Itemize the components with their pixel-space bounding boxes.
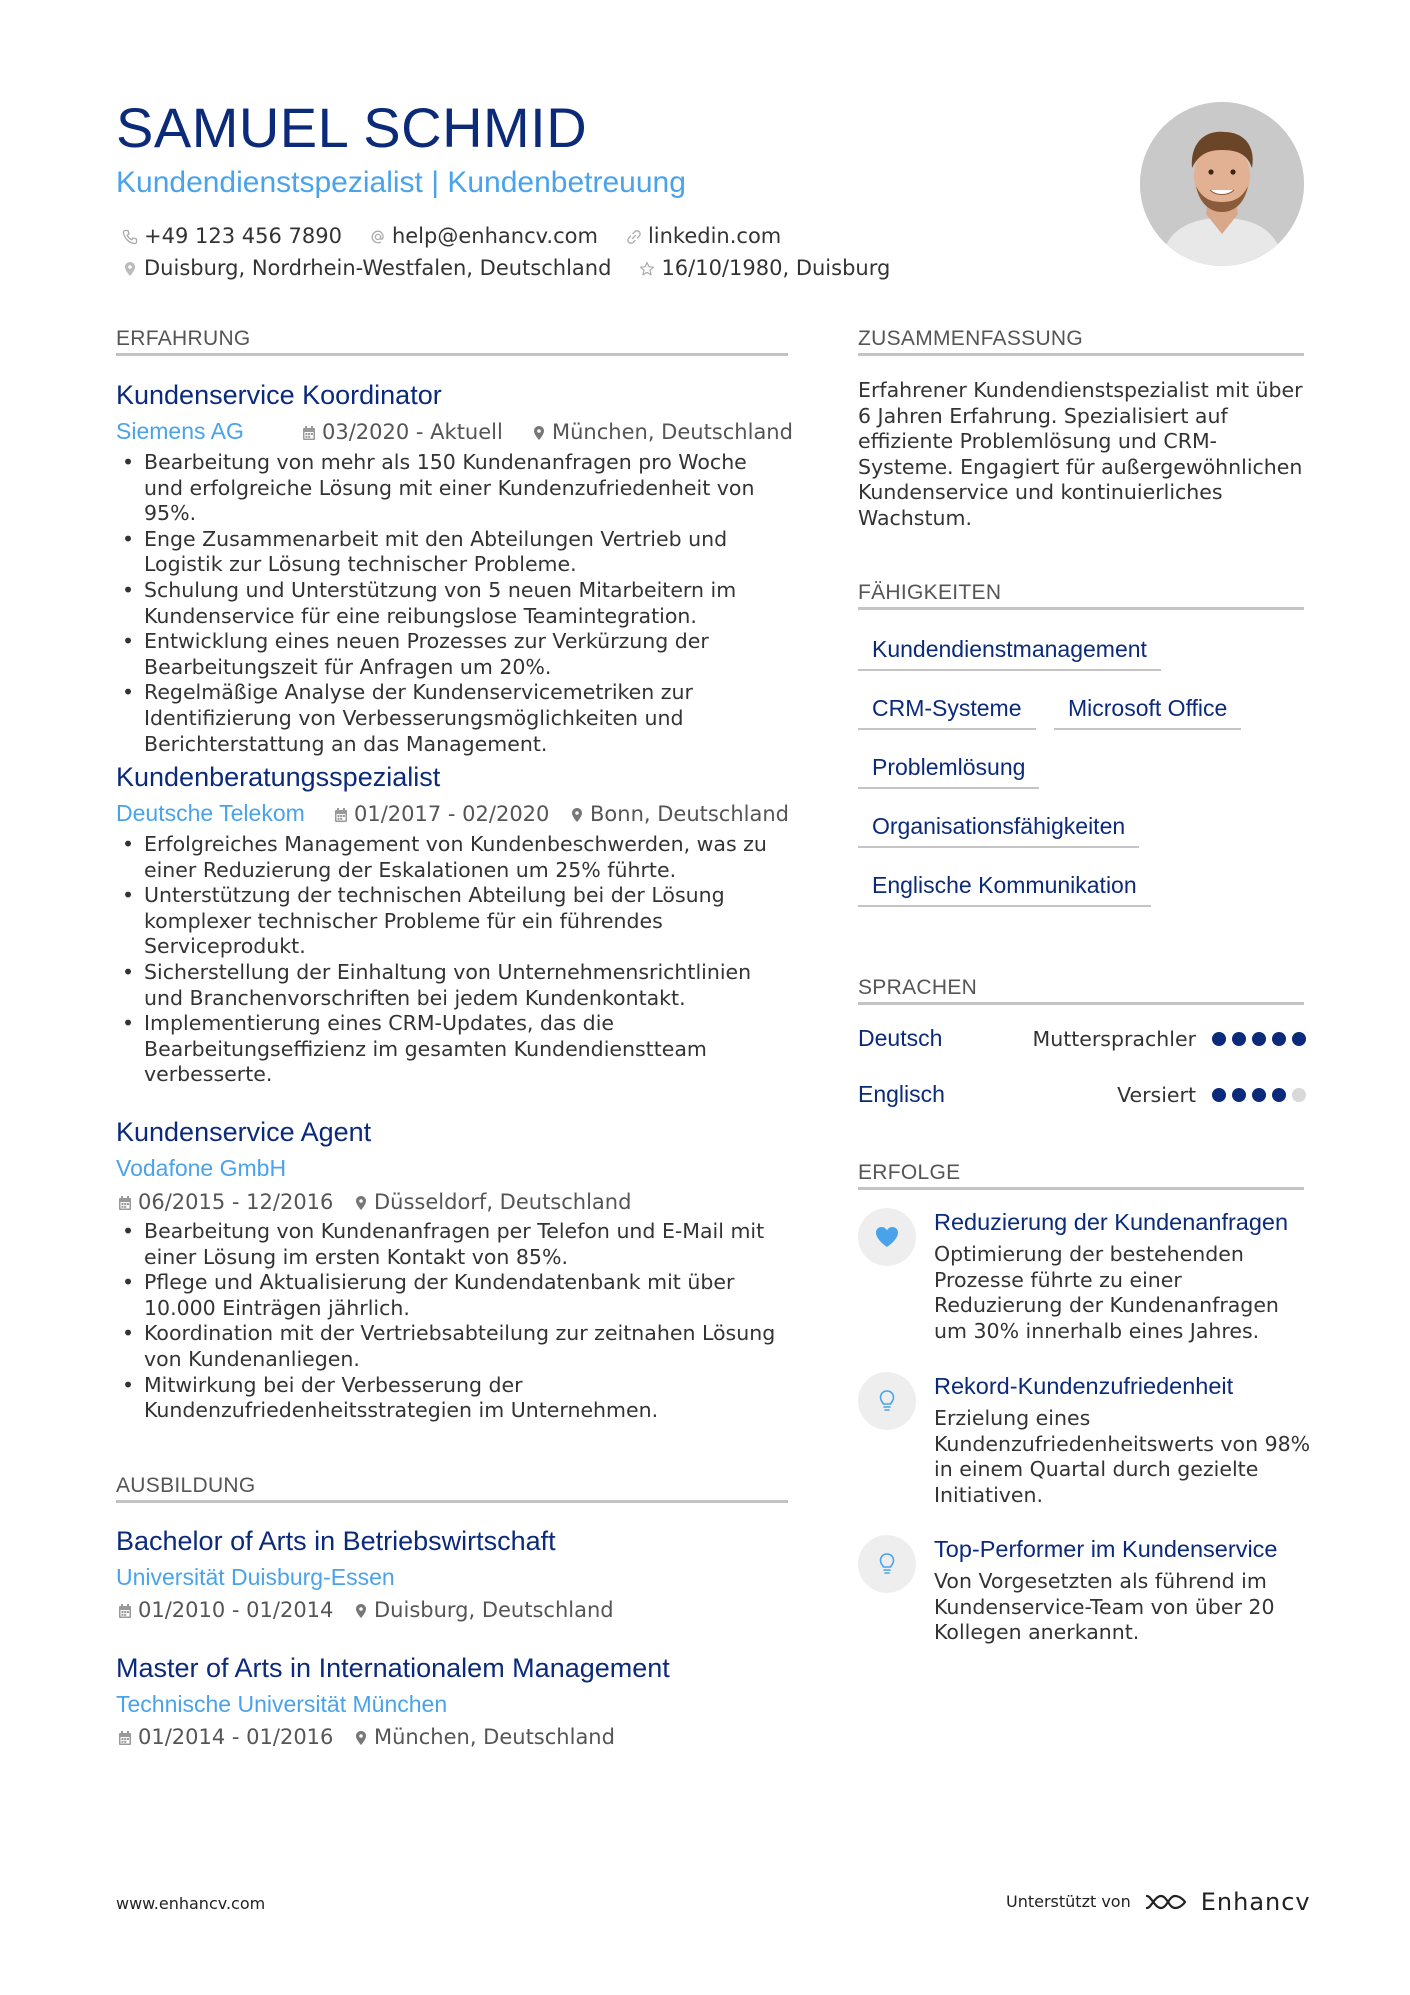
location-pin-icon: [354, 1195, 368, 1211]
skill-tag: Kundendienstmanagement: [858, 638, 1161, 671]
list-item: • Erfolgreiches Management von Kundenbeschwerden, was zu einer Reduzierung der Eskalationen um 25% führte.: [116, 832, 788, 883]
calendar-icon: [118, 1195, 132, 1211]
achievement-desc: Von Vorgesetzten als führend im Kundenservice-Team von über 20 Kollegen anerkannt.: [934, 1569, 1275, 1645]
job-title: Kundenservice Koordinator: [116, 380, 442, 410]
rating-dot: [1252, 1088, 1266, 1102]
language-name: Deutsch: [858, 1025, 943, 1051]
summary-text: Erfahrener Kundendienstspezialist mit über 6 Jahren Erfahrung. Spezialisiert auf effiziente Problemlösung und CRM-Systeme. Engagiert für außergewöhnlichen Kundenservice und kontinuierliches Wachstum.: [858, 378, 1303, 530]
contact-linkedin[interactable]: linkedin.com: [626, 226, 781, 247]
rating-dot: [1232, 1088, 1246, 1102]
rating-dot: [1272, 1032, 1286, 1046]
footer-branding: [1006, 1890, 1311, 1914]
list-item: • Regelmäßige Analyse der Kundenservicemetriken zur Identifizierung von Verbesserungsmöglichkeiten und Berichterstattung an das Management.: [116, 680, 788, 757]
section-title-education: AUSBILDUNG: [116, 1474, 256, 1497]
job-dates: 01/2017 - 02/2020: [334, 804, 549, 825]
calendar-icon: [118, 1603, 132, 1619]
rating-dot: [1232, 1032, 1246, 1046]
education-dates: 01/2010 - 01/2014: [118, 1600, 333, 1621]
location-pin-icon: [532, 425, 546, 441]
section-rule-skills: [858, 607, 1304, 610]
list-item: • Bearbeitung von Kundenanfragen per Telefon und E-Mail mit einer Lösung im ersten Kontakt von 85%.: [116, 1219, 788, 1270]
education-location: München, Deutschland: [354, 1727, 615, 1748]
contact-row-2: [122, 258, 890, 279]
list-item: • Unterstützung der technischen Abteilung bei der Lösung komplexer technischer Probleme für ein führendes Serviceprodukt.: [116, 883, 788, 960]
achievement-desc: Optimierung der bestehenden Prozesse führte zu einer Reduzierung der Kundenanfragen um 30% innerhalb eines Jahres.: [934, 1242, 1279, 1343]
rating-dot: [1272, 1088, 1286, 1102]
skill-tag: Organisationsfähigkeiten: [858, 815, 1139, 848]
education-location: Duisburg, Deutschland: [354, 1600, 614, 1621]
section-rule-summary: [858, 353, 1304, 356]
rating-dot: [1292, 1088, 1306, 1102]
list-item: • Mitwirkung bei der Verbesserung der Kundenzufriedenheitsstrategien im Unternehmen.: [116, 1373, 788, 1424]
job-bullets: [116, 1219, 788, 1424]
location-pin-icon: [122, 261, 138, 277]
section-title-summary: ZUSAMMENFASSUNG: [858, 327, 1084, 350]
language-level: Versiert: [1117, 1083, 1196, 1107]
brand-name: Enhancv: [1200, 1888, 1311, 1916]
school-name: Universität Duisburg-Essen: [116, 1564, 395, 1590]
powered-by-text: Unterstützt von: [1006, 1892, 1131, 1911]
list-item: • Schulung und Unterstützung von 5 neuen Mitarbeitern im Kundenservice für eine reibungslose Teamintegration.: [116, 578, 788, 629]
achievement-icon: [858, 1372, 916, 1430]
list-item: • Pflege und Aktualisierung der Kundendatenbank mit über 10.000 Einträgen jährlich.: [116, 1270, 788, 1321]
achievement-title: Top-Performer im Kundenservice: [934, 1536, 1278, 1562]
job-title: Kundenservice Agent: [116, 1117, 372, 1147]
list-item: • Bearbeitung von mehr als 150 Kundenanfragen pro Woche und erfolgreiche Lösung mit einer Kundenzufriedenheit von 95%.: [116, 450, 788, 527]
section-rule-achievements: [858, 1187, 1304, 1190]
job-company: Deutsche Telekom: [116, 800, 305, 826]
language-level: Muttersprachler: [1032, 1027, 1196, 1051]
contact-row-1: [122, 226, 781, 247]
calendar-icon: [302, 425, 316, 441]
lightbulb-icon: [878, 1552, 896, 1576]
section-title-skills: FÄHIGKEITEN: [858, 581, 1002, 604]
list-item: • Koordination mit der Vertriebsabteilung zur zeitnahen Lösung von Kundenanliegen.: [116, 1321, 788, 1372]
skill-tag: Englische Kommunikation: [858, 874, 1151, 907]
rating-dot: [1212, 1032, 1226, 1046]
location-pin-icon: [354, 1603, 368, 1619]
degree-title: Master of Arts in Internationalem Management: [116, 1653, 670, 1683]
link-icon: [626, 229, 642, 245]
job-location: Bonn, Deutschland: [570, 804, 789, 825]
contact-email[interactable]: help@enhancv.com: [370, 226, 598, 247]
contact-phone: +49 123 456 7890: [122, 226, 342, 247]
job-location: Düsseldorf, Deutschland: [354, 1192, 631, 1213]
skill-tag: Problemlösung: [858, 756, 1039, 789]
list-item: • Enge Zusammenarbeit mit den Abteilungen Vertrieb und Logistik zur Lösung technischer Probleme.: [116, 527, 788, 578]
job-dates: 03/2020 - Aktuell: [302, 422, 503, 443]
job-location: München, Deutschland: [532, 422, 793, 443]
language-rating: [1212, 1032, 1306, 1046]
contact-birth: 16/10/1980, Duisburg: [639, 258, 890, 279]
section-title-experience: ERFAHRUNG: [116, 327, 251, 350]
school-name: Technische Universität München: [116, 1691, 448, 1717]
candidate-name: SAMUEL SCHMID: [116, 96, 588, 159]
rating-dot: [1252, 1032, 1266, 1046]
language-rating: [1212, 1088, 1306, 1102]
location-pin-icon: [354, 1730, 368, 1746]
list-item: • Implementierung eines CRM-Updates, das die Bearbeitungseffizienz im gesamten Kundendienstteam verbesserte.: [116, 1011, 788, 1088]
calendar-icon: [334, 807, 348, 823]
section-title-achievements: ERFOLGE: [858, 1161, 961, 1184]
list-item: • Sicherstellung der Einhaltung von Unternehmensrichtlinien und Branchenvorschriften bei jedem Kundenkontakt.: [116, 960, 788, 1011]
calendar-icon: [118, 1730, 132, 1746]
job-bullets: [116, 832, 788, 1088]
skill-tag: Microsoft Office: [1054, 697, 1241, 730]
section-title-languages: SPRACHEN: [858, 976, 978, 999]
section-rule-education: [116, 1500, 788, 1503]
section-rule-experience: [116, 353, 788, 356]
avatar: [1140, 102, 1304, 266]
section-rule-languages: [858, 1002, 1304, 1005]
job-company: Vodafone GmbH: [116, 1155, 287, 1181]
education-dates: 01/2014 - 01/2016: [118, 1727, 333, 1748]
achievement-icon: [858, 1535, 916, 1593]
star-icon: [639, 261, 655, 277]
footer-website[interactable]: www.enhancv.com: [116, 1894, 266, 1913]
location-pin-icon: [570, 807, 584, 823]
skill-tag: CRM-Systeme: [858, 697, 1036, 730]
enhancv-logo-icon: [1143, 1890, 1189, 1914]
rating-dot: [1212, 1088, 1226, 1102]
rating-dot: [1292, 1032, 1306, 1046]
phone-icon: [122, 229, 138, 245]
job-dates: 06/2015 - 12/2016: [118, 1192, 333, 1213]
job-bullets: [116, 450, 788, 757]
at-icon: [370, 229, 386, 245]
job-title: Kundenberatungsspezialist: [116, 762, 441, 792]
candidate-subtitle: Kundendienstspezialist | Kundenbetreuung: [116, 166, 686, 199]
achievement-title: Reduzierung der Kundenanfragen: [934, 1209, 1289, 1235]
heart-icon: [874, 1225, 900, 1249]
contact-location: Duisburg, Nordrhein-Westfalen, Deutschland: [122, 258, 611, 279]
lightbulb-icon: [878, 1389, 896, 1413]
degree-title: Bachelor of Arts in Betriebswirtschaft: [116, 1526, 556, 1556]
achievement-icon: [858, 1208, 916, 1266]
profile-photo: [1140, 102, 1304, 266]
language-name: Englisch: [858, 1081, 945, 1107]
list-item: • Entwicklung eines neuen Prozesses zur Verkürzung der Bearbeitungszeit für Anfragen um 20%.: [116, 629, 788, 680]
achievement-title: Rekord-Kundenzufriedenheit: [934, 1373, 1234, 1399]
job-company: Siemens AG: [116, 418, 244, 444]
achievement-desc: Erzielung eines Kundenzufriedenheitswerts von 98% in einem Quartal durch gezielte Initiativen.: [934, 1406, 1311, 1507]
